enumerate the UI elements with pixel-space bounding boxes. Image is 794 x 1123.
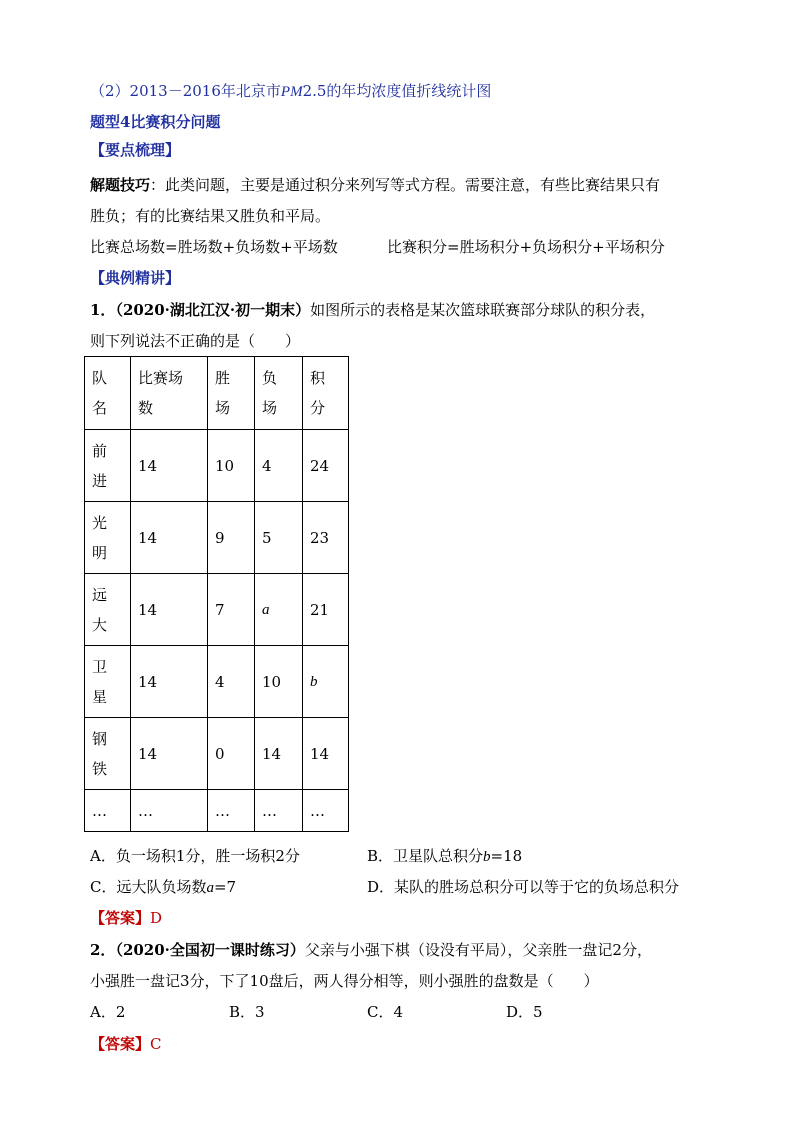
table-row [85, 646, 349, 718]
cell-losses: 10 [255, 646, 303, 718]
cell-games: 14 [131, 574, 208, 646]
cell-wins: 10 [208, 430, 255, 502]
formula-total-games: 比赛总场数=胜场数+负场数+平场数 [90, 238, 338, 256]
answer-label: 【答案】 [90, 1035, 151, 1053]
q2-line1 [90, 939, 652, 961]
score-table [84, 356, 349, 832]
q1-source: （2020·湖北江汉·初一期末） [115, 301, 311, 319]
q1-answer [90, 907, 162, 929]
header-losses: 负 场 [255, 357, 303, 430]
header-points: 积 分 [303, 357, 349, 430]
q2-answer [90, 1033, 162, 1055]
cell-losses: 14 [255, 718, 303, 790]
q2-option-c: C．4 [367, 1003, 404, 1021]
caption-prefix: （2）2013－2016年北京市 [90, 82, 281, 100]
table-row [85, 718, 349, 790]
key-points-label: 【要点梳理】 [90, 141, 181, 159]
cell-team: 钢 铁 [85, 718, 131, 790]
chart-caption-line [90, 80, 491, 103]
caption-suffix: 2.5的年均浓度值折线统计图 [302, 82, 492, 100]
cell-games: 14 [131, 430, 208, 502]
cell-games: 14 [131, 718, 208, 790]
cell-losses: 4 [255, 430, 303, 502]
q1-option-a: A．负一场积1分，胜一场积2分 [90, 847, 300, 865]
tips-paragraph-line1 [90, 174, 660, 196]
ellipsis-cell: … [303, 790, 349, 832]
q1-number: 1． [90, 301, 116, 319]
cell-wins: 7 [208, 574, 255, 646]
q2-option-d: D．5 [506, 1003, 543, 1021]
tips-text1: ：此类问题，主要是通过积分来列写等式方程。需要注意，有些比赛结果只有 [150, 176, 661, 194]
cell-points: 14 [303, 718, 349, 790]
cell-points: 23 [303, 502, 349, 574]
cell-points: 21 [303, 574, 349, 646]
cell-team: 前 进 [85, 430, 131, 502]
header-wins: 胜 场 [208, 357, 255, 430]
q1-option-d: D．某队的胜场总积分可以等于它的负场总积分 [367, 878, 680, 896]
cell-team: 卫 星 [85, 646, 131, 718]
q2-number: 2． [90, 941, 116, 959]
cell-team: 光 明 [85, 502, 131, 574]
cell-team: 远 大 [85, 574, 131, 646]
ellipsis-cell: … [131, 790, 208, 832]
table-row [85, 574, 349, 646]
cell-games: 14 [131, 502, 208, 574]
ellipsis-cell: … [255, 790, 303, 832]
cell-points: b [303, 646, 349, 718]
cell-wins: 4 [208, 646, 255, 718]
cell-games: 14 [131, 646, 208, 718]
table-row [85, 430, 349, 502]
answer-label: 【答案】 [90, 909, 151, 927]
caption-variable: PM [280, 84, 303, 100]
answer-value: D [150, 909, 163, 927]
header-games: 比赛场 数 [131, 357, 208, 430]
cell-losses: a [255, 574, 303, 646]
q2-line2: 小强胜一盘记3分，下了10盘后，两人得分相等，则小强胜的盘数是（ ） [90, 972, 599, 990]
examples-label: 【典例精讲】 [90, 269, 181, 287]
cell-wins: 9 [208, 502, 255, 574]
tips-label: 解题技巧 [90, 176, 151, 194]
formula-total-points: 比赛积分=胜场积分+负场积分+平场积分 [387, 238, 665, 256]
table-ellipsis-row [85, 790, 349, 832]
section-title: 题型4比赛积分问题 [90, 113, 221, 131]
q2-option-a: A．2 [90, 1003, 126, 1021]
header-team: 队 名 [85, 357, 131, 430]
table-header-row [85, 357, 349, 430]
tips-paragraph-line2: 胜负；有的比赛结果又胜负和平局。 [90, 207, 331, 225]
q1-line1 [90, 299, 655, 321]
table-row [85, 502, 349, 574]
cell-points: 24 [303, 430, 349, 502]
q1-text1: 如图所示的表格是某次篮球联赛部分球队的积分表， [310, 301, 656, 319]
q1-option-c: C．远大队负场数a=7 [90, 878, 237, 896]
q1-option-b: B．卫星队总积分b=18 [367, 847, 523, 865]
ellipsis-cell: … [208, 790, 255, 832]
answer-value: C [150, 1035, 162, 1053]
q1-line2: 则下列说法不正确的是（ ） [90, 332, 301, 350]
cell-losses: 5 [255, 502, 303, 574]
q2-text1: 父亲与小强下棋（设没有平局），父亲胜一盘记2分， [304, 941, 652, 959]
ellipsis-cell: … [85, 790, 131, 832]
cell-wins: 0 [208, 718, 255, 790]
q2-option-b: B．3 [229, 1003, 265, 1021]
q2-source: （2020·全国初一课时练习） [115, 941, 305, 959]
